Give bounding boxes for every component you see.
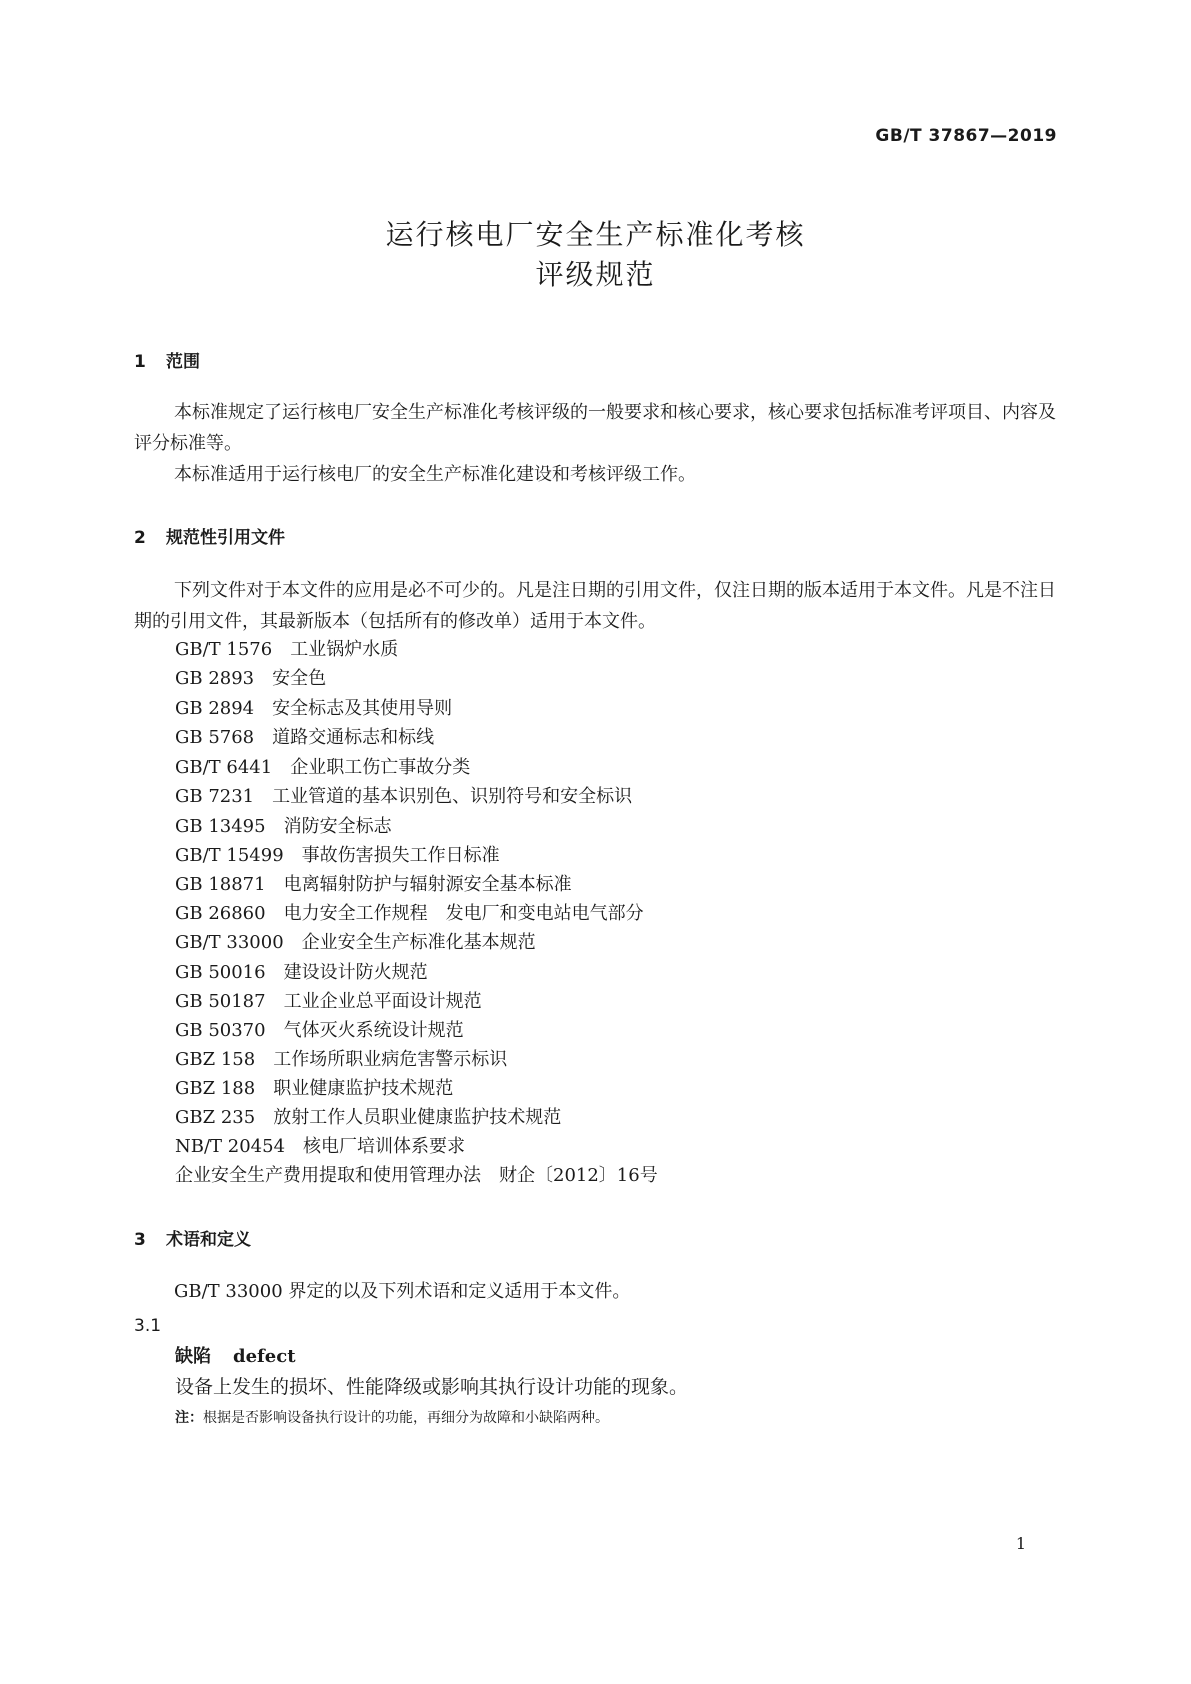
reference-item xyxy=(175,986,482,1017)
note-text: 根据是否影响设备执行设计的功能，再细分为故障和小缺陷两种。 xyxy=(203,1410,609,1426)
section-1-paragraph-1: 本标准规定了运行核电厂安全生产标准化考核评级的一般要求和核心要求，核心要求包括标准考评项目、内容及评分标准等。 xyxy=(134,402,1056,454)
reference-item xyxy=(175,1160,658,1191)
reference-code: 企业安全生产费用提取和使用管理办法 xyxy=(175,1165,481,1186)
reference-title: 安全色 xyxy=(272,668,327,689)
reference-title: 核电厂培训体系要求 xyxy=(303,1136,466,1157)
reference-item xyxy=(175,840,500,871)
section-number: 3 xyxy=(134,1230,146,1250)
reference-title: 安全标志及其使用导则 xyxy=(272,698,453,719)
reference-title: 企业职工伤亡事故分类 xyxy=(290,757,471,778)
reference-item xyxy=(175,663,326,694)
reference-item xyxy=(175,752,470,783)
reference-item xyxy=(175,1015,464,1046)
reference-title: 道路交通标志和标线 xyxy=(272,727,435,748)
reference-code: GB 50187 xyxy=(175,991,266,1012)
section-3-intro: GB/T 33000 界定的以及下列术语和定义适用于本文件。 xyxy=(174,1281,631,1302)
term-definition: 设备上发生的损坏、性能降级或影响其执行设计功能的现象。 xyxy=(175,1376,689,1398)
section-1-heading xyxy=(134,347,200,372)
term-chinese: 缺陷 xyxy=(175,1346,211,1367)
reference-code: GB 7231 xyxy=(175,786,255,807)
reference-title: 电力安全工作规程 发电厂和变电站电气部分 xyxy=(283,903,644,924)
reference-code: GB/T 1576 xyxy=(175,639,273,660)
reference-item xyxy=(175,1073,453,1104)
reference-item xyxy=(175,869,572,900)
reference-code: GB 13495 xyxy=(175,816,266,837)
section-3-heading xyxy=(134,1225,251,1250)
reference-title: 工作场所职业病危害警示标识 xyxy=(273,1049,508,1070)
standard-number: GB/T 37867—2019 xyxy=(875,126,1057,146)
reference-title: 工业锅炉水质 xyxy=(290,639,399,660)
reference-item xyxy=(175,1044,507,1075)
section-2-heading xyxy=(134,523,285,548)
reference-code: GB/T 6441 xyxy=(175,757,273,778)
reference-code: GBZ 188 xyxy=(175,1078,256,1099)
reference-title: 消防安全标志 xyxy=(283,816,392,837)
reference-code: NB/T 20454 xyxy=(175,1136,286,1157)
reference-item xyxy=(175,1102,561,1133)
reference-code: GB 50370 xyxy=(175,1020,266,1041)
reference-code: GBZ 158 xyxy=(175,1049,256,1070)
reference-title: 工业企业总平面设计规范 xyxy=(283,991,482,1012)
term-heading xyxy=(175,1342,296,1368)
section-number: 2 xyxy=(134,528,146,548)
reference-code: GB 5768 xyxy=(175,727,255,748)
section-title: 规范性引用文件 xyxy=(166,528,285,548)
reference-title: 气体灭火系统设计规范 xyxy=(283,1020,464,1041)
section-number: 1 xyxy=(134,352,146,372)
reference-title: 事故伤害损失工作日标准 xyxy=(301,845,500,866)
reference-title: 建设设计防火规范 xyxy=(283,962,428,983)
page-number: 1 xyxy=(1015,1534,1026,1553)
reference-title: 电离辐射防护与辐射源安全基本标准 xyxy=(283,874,572,895)
reference-title: 财企〔2012〕16号 xyxy=(499,1165,658,1186)
reference-code: GB/T 15499 xyxy=(175,845,284,866)
reference-item xyxy=(175,811,392,842)
reference-title: 工业管道的基本识别色、识别符号和安全标识 xyxy=(272,786,633,807)
reference-code: GB 2894 xyxy=(175,698,255,719)
document-title-line-2: 评级规范 xyxy=(535,258,656,291)
reference-title: 职业健康监护技术规范 xyxy=(273,1078,454,1099)
reference-item xyxy=(175,722,434,753)
reference-code: GBZ 235 xyxy=(175,1107,256,1128)
reference-item xyxy=(175,957,428,988)
term-number: 3.1 xyxy=(134,1316,162,1336)
reference-item xyxy=(175,927,536,958)
term-note xyxy=(175,1407,609,1427)
reference-code: GB 2893 xyxy=(175,668,255,689)
section-title: 范围 xyxy=(166,352,200,372)
reference-code: GB/T 33000 xyxy=(175,932,284,953)
reference-code: GB 18871 xyxy=(175,874,266,895)
reference-item xyxy=(175,781,632,812)
document-title-line-1: 运行核电厂安全生产标准化考核 xyxy=(385,218,806,251)
reference-code: GB 50016 xyxy=(175,962,266,983)
section-2-intro: 下列文件对于本文件的应用是必不可少的。凡是注日期的引用文件，仅注日期的版本适用于本文件。凡是不注日期的引用文件，其最新版本（包括所有的修改单）适用于本文件。 xyxy=(134,580,1056,632)
reference-item xyxy=(175,634,398,665)
reference-title: 放射工作人员职业健康监护技术规范 xyxy=(273,1107,562,1128)
reference-code: GB 26860 xyxy=(175,903,266,924)
reference-title: 企业安全生产标准化基本规范 xyxy=(301,932,536,953)
reference-item xyxy=(175,1131,465,1162)
section-1-paragraph-2: 本标准适用于运行核电厂的安全生产标准化建设和考核评级工作。 xyxy=(174,464,696,485)
note-label: 注： xyxy=(175,1410,203,1426)
section-title: 术语和定义 xyxy=(166,1230,251,1250)
term-english: defect xyxy=(233,1346,296,1367)
reference-item xyxy=(175,898,644,929)
reference-item xyxy=(175,693,452,724)
